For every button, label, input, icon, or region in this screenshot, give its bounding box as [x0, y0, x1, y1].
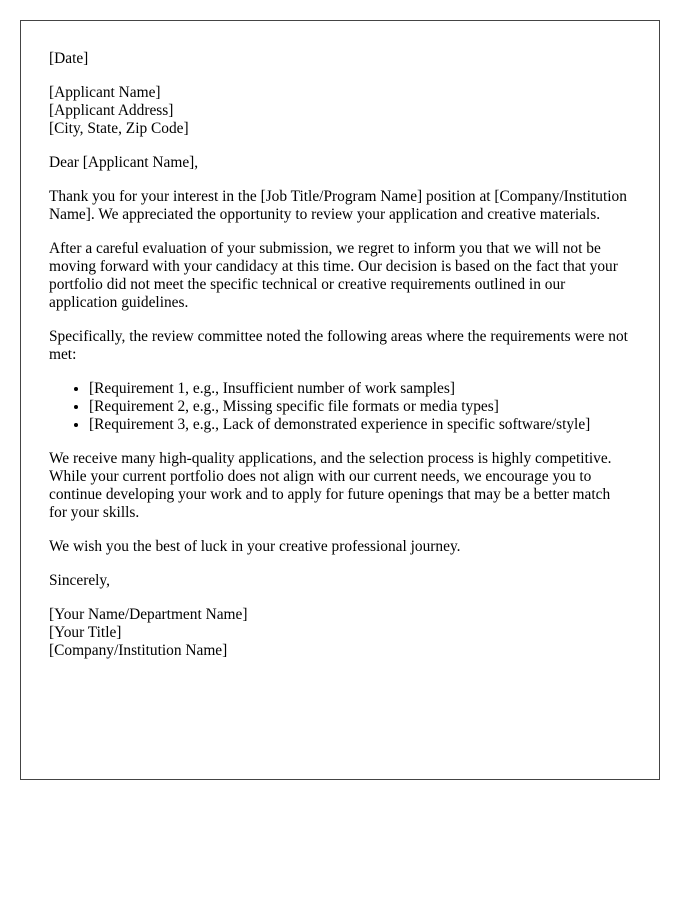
- requirements-list: [49, 380, 631, 434]
- letter-document: [20, 20, 660, 780]
- signature-name-department: [Your Name/Department Name]: [49, 606, 248, 623]
- signature-block: [49, 606, 631, 660]
- wishes-paragraph: We wish you the best of luck in your creative professional journey.: [49, 538, 461, 555]
- intro-paragraph: Thank you for your interest in the [Job Title/Program Name] position at [Company/Institution Name]. We appreciated the opportunity to review your application and creative materials.: [49, 188, 627, 223]
- requirement-item: • [Requirement 1, e.g., Insufficient number of work samples]: [89, 380, 631, 398]
- recipient-name: [Applicant Name]: [49, 84, 161, 101]
- encouragement-paragraph: We receive many high-quality applications, and the selection process is highly competitive. While your current portfolio does not align with our current needs, we encourage you to continue developing your work and to apply for future openings that may be a better match for your skills.: [49, 450, 612, 521]
- letter-date: [49, 50, 631, 68]
- signature-company: [Company/Institution Name]: [49, 642, 228, 659]
- specifics-paragraph: Specifically, the review committee noted the following areas where the requirements were not met:: [49, 328, 628, 363]
- requirement-item: • [Requirement 2, e.g., Missing specific file formats or media types]: [89, 398, 631, 416]
- recipient-address-block: [49, 84, 631, 138]
- requirement-item: • [Requirement 3, e.g., Lack of demonstrated experience in specific software/style]: [89, 416, 631, 434]
- decision-paragraph: After a careful evaluation of your submission, we regret to inform you that we will not be moving forward with your candidacy at this time. Our decision is based on the fact that your portfolio did not meet the specific technical or creative requirements outlined in our application guidelines.: [49, 240, 618, 311]
- salutation: Dear [Applicant Name],: [49, 154, 199, 171]
- date-text: [Date]: [49, 50, 89, 67]
- recipient-address: [Applicant Address]: [49, 102, 174, 119]
- recipient-city-state-zip: [City, State, Zip Code]: [49, 120, 189, 137]
- signature-title: [Your Title]: [49, 624, 122, 641]
- closing: Sincerely,: [49, 572, 110, 589]
